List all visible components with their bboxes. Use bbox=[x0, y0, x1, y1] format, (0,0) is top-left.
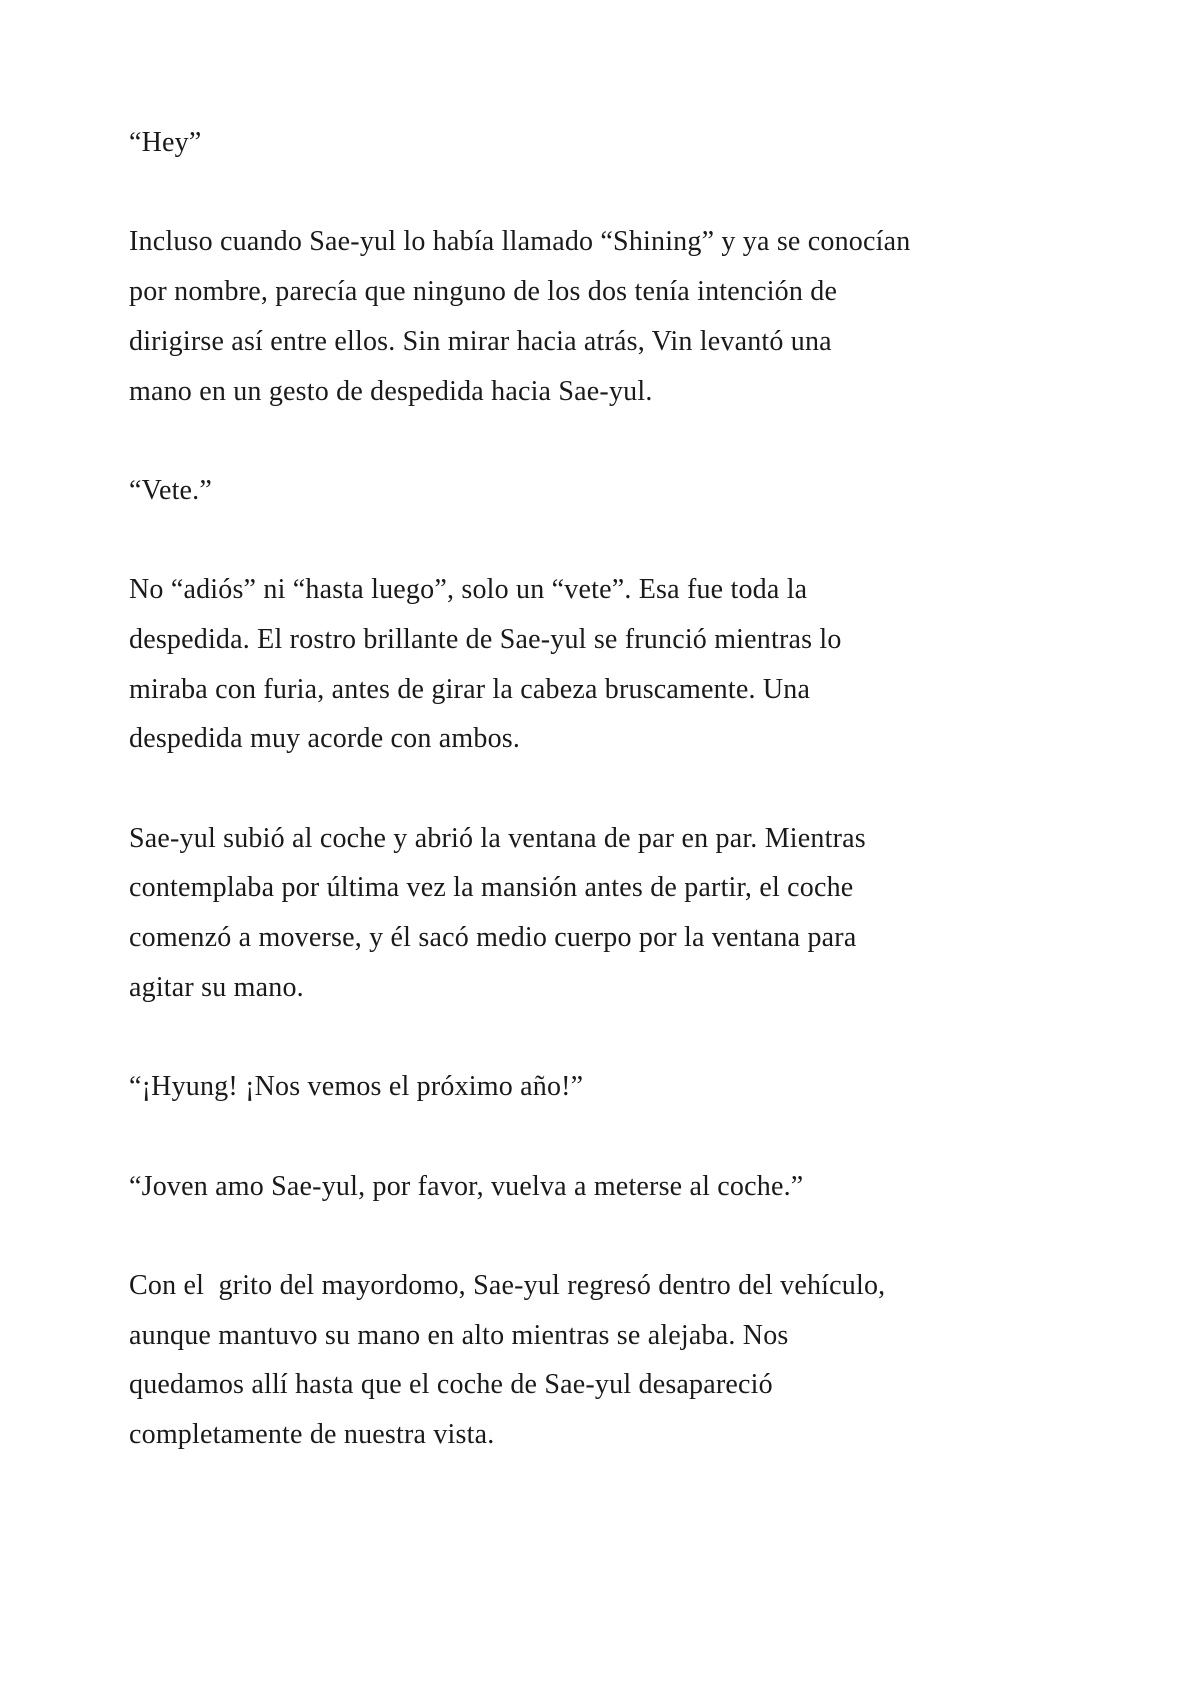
paragraph-shining bbox=[129, 217, 1089, 416]
text-line: contemplaba por última vez la mansión antes de partir, el coche bbox=[129, 872, 854, 904]
text-line: agitar su mano. bbox=[129, 971, 304, 1003]
text-line: “¡Hyung! ¡Nos vemos el próximo año!” bbox=[129, 1071, 584, 1103]
text-line: comenzó a moverse, y él sacó medio cuerpo por la ventana para bbox=[129, 922, 857, 954]
paragraph-despedida bbox=[129, 565, 1089, 764]
text-line: No “adiós” ni “hasta luego”, solo un “vete”. Esa fue toda la bbox=[129, 574, 808, 606]
text-line: mano en un gesto de despedida hacia Sae-yul. bbox=[129, 375, 653, 407]
text-line: despedida. El rostro brillante de Sae-yul se frunció mientras lo bbox=[129, 623, 842, 655]
dialogue-hey bbox=[129, 118, 1089, 168]
dialogue-vete bbox=[129, 466, 1089, 516]
dialogue-hyung bbox=[129, 1062, 1089, 1112]
document-page bbox=[129, 118, 1089, 1510]
dialogue-joven-amo bbox=[129, 1162, 1089, 1212]
text-line: por nombre, parecía que ninguno de los dos tenía intención de bbox=[129, 276, 838, 308]
text-line: completamente de nuestra vista. bbox=[129, 1419, 495, 1451]
text-line: aunque mantuvo su mano en alto mientras se alejaba. Nos bbox=[129, 1319, 789, 1351]
text-line: “Joven amo Sae-yul, por favor, vuelva a meterse al coche.” bbox=[129, 1170, 804, 1202]
text-line: “Vete.” bbox=[129, 474, 213, 506]
text-line: Sae-yul subió al coche y abrió la ventana de par en par. Mientras bbox=[129, 822, 866, 854]
text-line: “Hey” bbox=[129, 127, 202, 158]
text-line: dirigirse así entre ellos. Sin mirar hacia atrás, Vin levantó una bbox=[129, 325, 832, 357]
text-line: quedamos allí hasta que el coche de Sae-yul desapareció bbox=[129, 1369, 773, 1401]
paragraph-mayordomo bbox=[129, 1261, 1089, 1460]
text-line: despedida muy acorde con ambos. bbox=[129, 723, 521, 755]
text-line: miraba con furia, antes de girar la cabeza bruscamente. Una bbox=[129, 673, 811, 705]
paragraph-coche bbox=[129, 814, 1089, 1013]
text-line: Con el grito del mayordomo, Sae-yul regresó dentro del vehículo, bbox=[129, 1270, 886, 1302]
text-line: Incluso cuando Sae-yul lo había llamado “Shining” y ya se conocían bbox=[129, 226, 911, 258]
